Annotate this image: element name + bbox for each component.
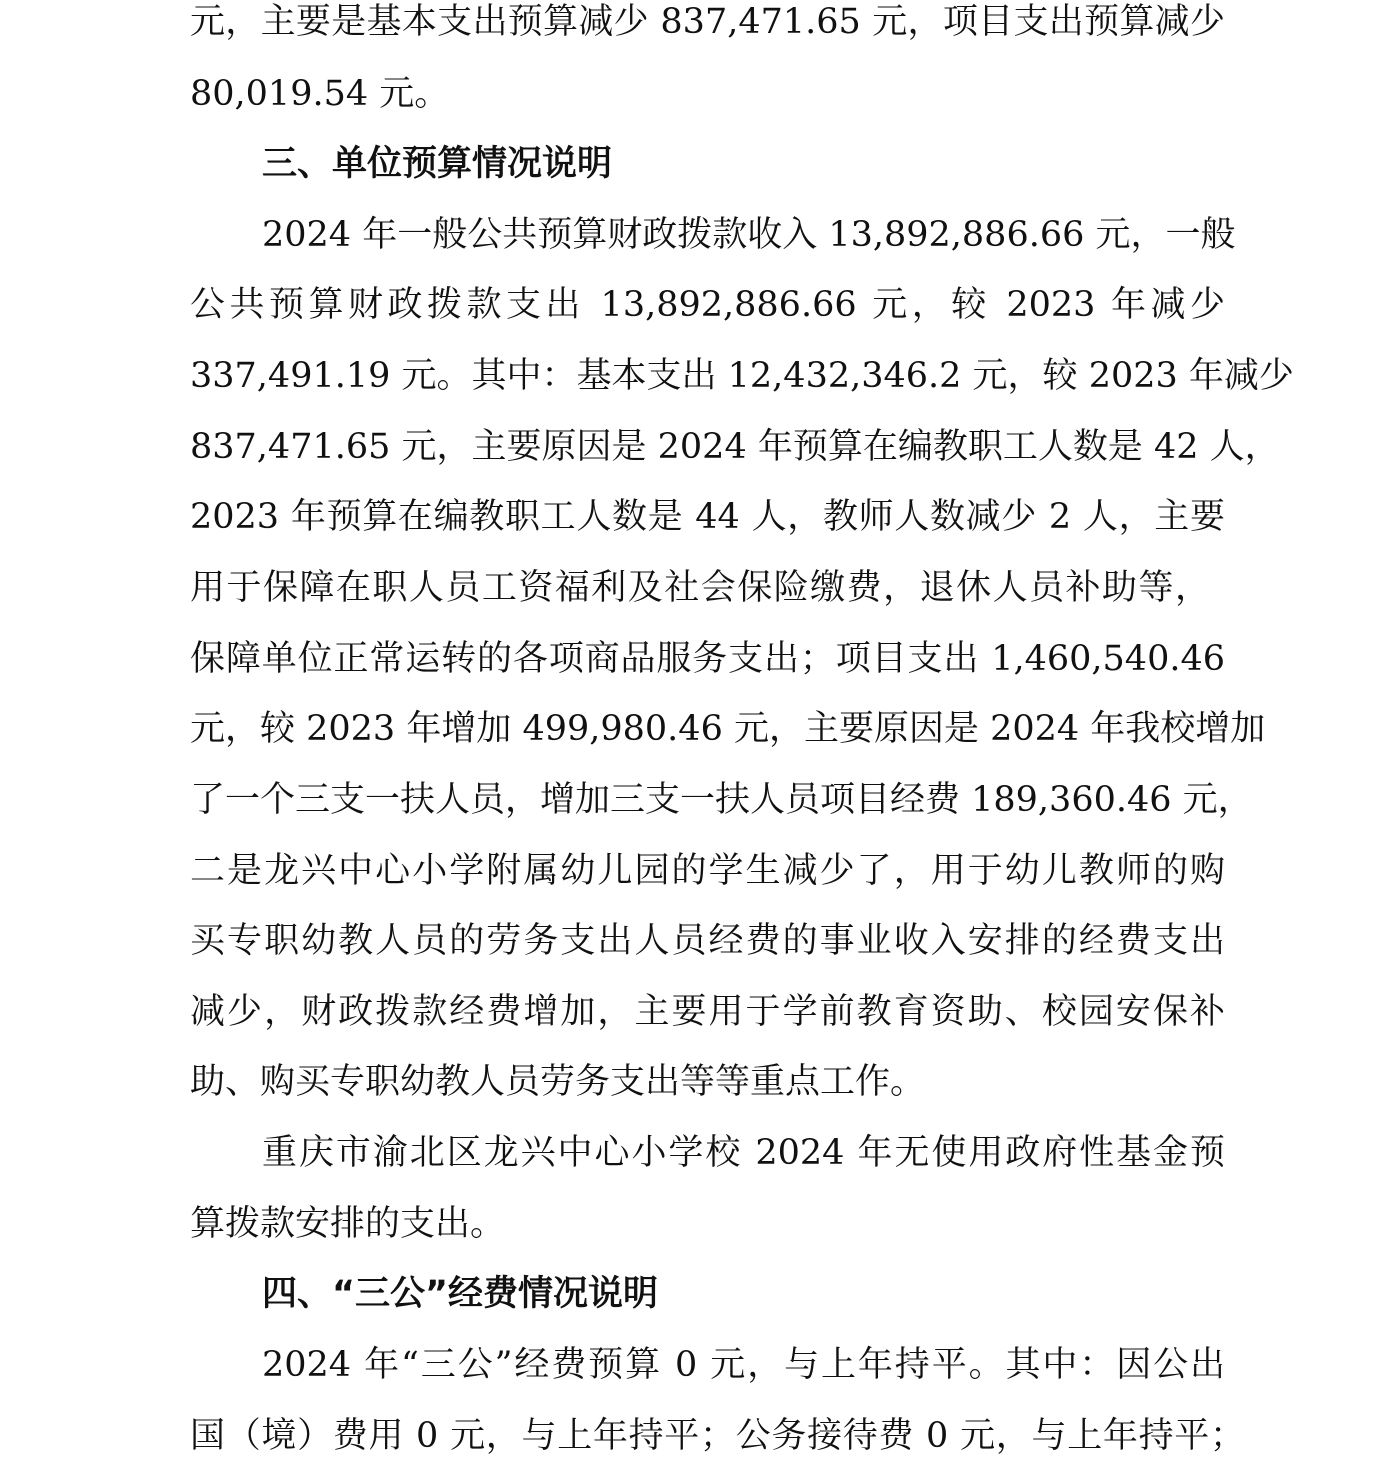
body-line: 2024 年“三公”经费预算 0 元，与上年持平。其中：因公出 [262,1345,1225,1385]
body-line: 元，较 2023 年增加 499,980.46 元，主要原因是 2024 年我校增加 [190,709,1266,749]
body-line: 重庆市渝北区龙兴中心小学校 2024 年无使用政府性基金预 [262,1133,1225,1173]
body-line: 买专职幼教人员的劳务支出人员经费的事业收入安排的经费支出 [190,921,1225,961]
body-line: 算拨款安排的支出。 [190,1204,506,1244]
body-line: 用于保障在职人员工资福利及社会保险缴费，退休人员补助等， [190,568,1210,608]
body-line: 837,471.65 元，主要原因是 2024 年预算在编教职工人数是 42 人， [190,427,1280,467]
body-line: 助、购买专职幼教人员劳务支出等等重点工作。 [190,1062,926,1102]
body-line: 公共预算财政拨款支出 13,892,886.66 元，较 2023 年减少 [190,285,1225,325]
body-line: 保障单位正常运转的各项商品服务支出；项目支出 1,460,540.46 [190,639,1225,679]
body-line: 国（境）费用 0 元，与上年持平；公务接待费 0 元，与上年持平； [190,1416,1245,1456]
body-line: 元，主要是基本支出预算减少 837,471.65 元，项目支出预算减少 [190,2,1225,42]
body-line: 了一个三支一扶人员，增加三支一扶人员项目经费 189,360.46 元， [190,780,1253,820]
body-line: 337,491.19 元。其中：基本支出 12,432,346.2 元，较 2023 年减少 [190,356,1294,396]
body-line: 二是龙兴中心小学附属幼儿园的学生减少了，用于幼儿教师的购 [190,851,1225,891]
section-heading: 四、“三公”经费情况说明 [262,1274,659,1314]
body-line: 2024 年一般公共预算财政拨款收入 13,892,886.66 元，一般 [262,215,1236,255]
body-line: 2023 年预算在编教职工人数是 44 人，教师人数减少 2 人，主要 [190,497,1225,537]
body-line: 80,019.54 元。 [190,74,450,114]
section-heading: 三、单位预算情况说明 [262,144,613,184]
body-line: 减少，财政拨款经费增加，主要用于学前教育资助、校园安保补 [190,992,1225,1032]
